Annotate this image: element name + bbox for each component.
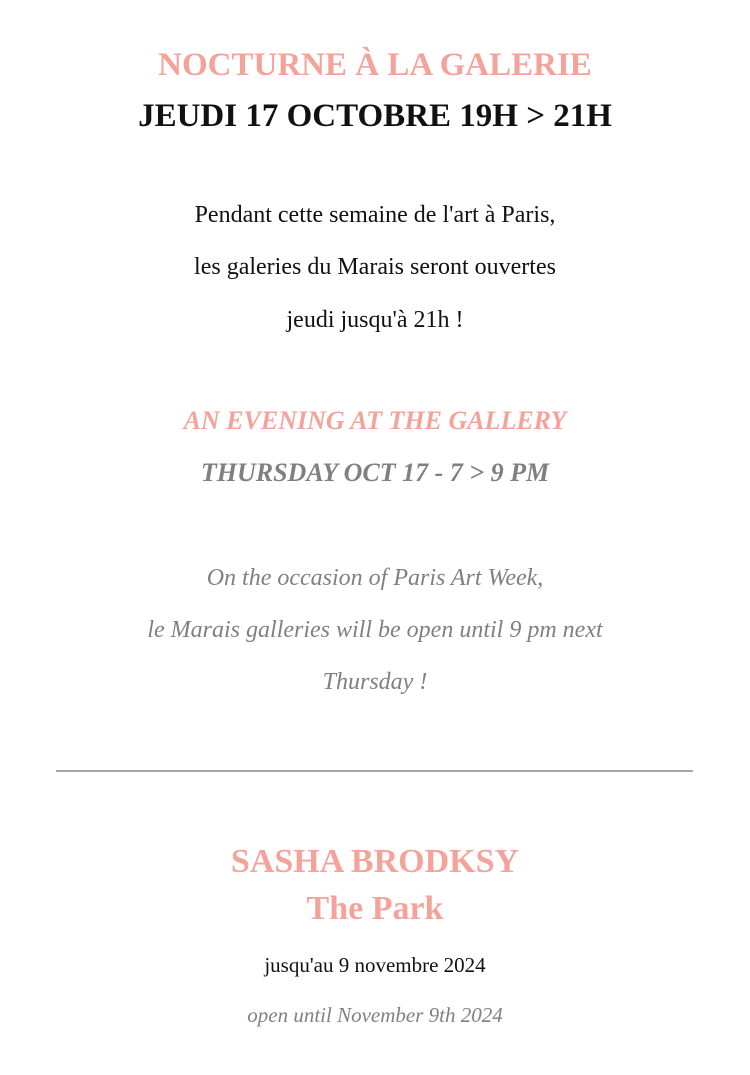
english-event-date: THURSDAY OCT 17 - 7 > 9 PM <box>200 458 550 487</box>
exhibition-title[interactable]: The Park <box>306 890 444 927</box>
english-description-line-3: Thursday ! <box>322 669 428 695</box>
artist-name[interactable]: SASHA BRODKSY <box>230 843 520 880</box>
english-description-line-1: On the occasion of Paris Art Week, <box>206 565 544 591</box>
french-event-title: NOCTURNE À LA GALERIE <box>158 47 592 83</box>
french-description-line-2: les galeries du Marais seront ouvertes <box>194 254 556 280</box>
english-description-line-2: le Marais galleries will be open until 9 pm next <box>147 617 603 643</box>
exhibition-end-date-french: jusqu'au 9 novembre 2024 <box>264 953 486 977</box>
section-divider <box>56 770 693 772</box>
french-description-line-1: Pendant cette semaine de l'art à Paris, <box>194 202 556 228</box>
french-event-date: JEUDI 17 OCTOBRE 19H > 21H <box>138 98 612 134</box>
exhibition-end-date-english: open until November 9th 2024 <box>247 1003 503 1027</box>
english-event-title: AN EVENING AT THE GALLERY <box>183 406 567 435</box>
french-description-line-3: jeudi jusqu'à 21h ! <box>286 307 464 333</box>
